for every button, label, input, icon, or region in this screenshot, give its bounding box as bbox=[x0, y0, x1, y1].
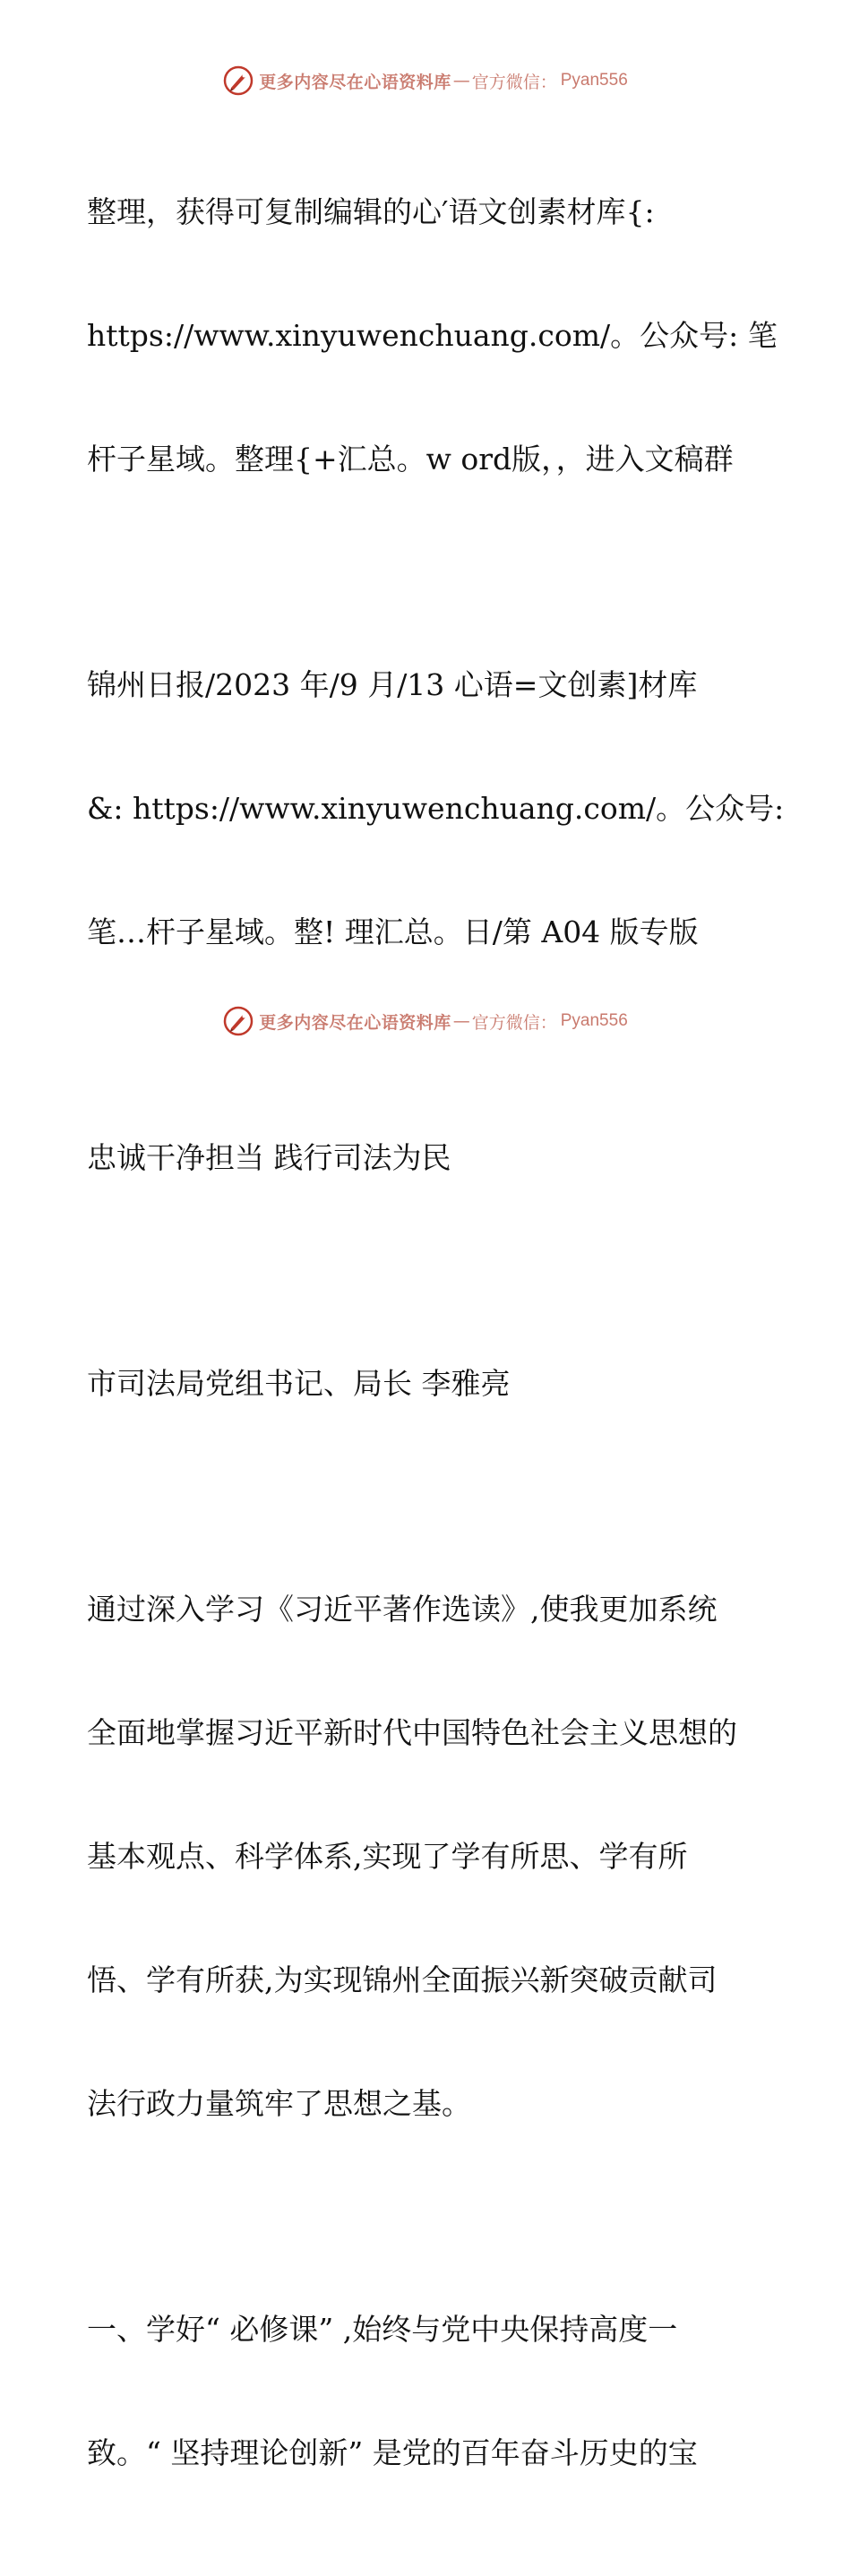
paragraph-section-one bbox=[87, 2227, 768, 2556]
text-line: 忠诚干净担当 践行司法为民 bbox=[87, 1140, 451, 1175]
text-line: 通过深入学习《习近平著作选读》,使我更加系统 bbox=[87, 1592, 718, 1627]
paragraph-source-note-1 bbox=[87, 109, 778, 562]
text-line: 锦州日报/2023 年/9 月/13 心语=文创素]材库 bbox=[87, 667, 698, 702]
pen-logo-icon bbox=[223, 1006, 254, 1036]
text-line: 致。“ 坚持理论创新” 是党的百年奋斗历史的宝 bbox=[87, 2435, 698, 2470]
article-author bbox=[87, 1281, 768, 1487]
banner-wechat-id: Pyan556 bbox=[560, 1011, 628, 1030]
document-body bbox=[87, 109, 785, 2576]
banner-wechat-label: 官方微信： bbox=[471, 72, 557, 92]
text-line: 整理，获得可复制编辑的心′语文创素材库{: bbox=[87, 194, 655, 229]
text-line: https://www.xinyuwenchuang.com/。公众号: 笔 bbox=[87, 318, 778, 353]
banner-wechat-id: Pyan556 bbox=[560, 71, 628, 90]
paragraph-source-note-2 bbox=[87, 582, 785, 1035]
banner-dash: — bbox=[452, 1011, 470, 1031]
footer-watermark-banner bbox=[0, 1003, 851, 1039]
banner-text: 更多内容尽在心语资料库 bbox=[259, 1012, 451, 1033]
pen-logo-icon bbox=[223, 65, 254, 96]
text-line: 基本观点、科学体系,实现了学有所思、学有所 bbox=[87, 1839, 688, 1874]
text-line: &: https://www.xinyuwenchuang.com/。公众号: bbox=[87, 791, 785, 826]
paragraph-intro bbox=[87, 1507, 768, 2207]
banner-text: 更多内容尽在心语资料库 bbox=[259, 72, 451, 92]
article-title bbox=[87, 1055, 768, 1261]
banner-dash: — bbox=[452, 71, 470, 90]
text-line: 法行政力量筑牢了思想之基。 bbox=[87, 2086, 471, 2121]
text-line: 一、学好“ 必修课” ,始终与党中央保持高度一 bbox=[87, 2312, 678, 2347]
banner-wechat-label: 官方微信： bbox=[471, 1012, 557, 1033]
text-line: 笔…杆子星域。整! 理汇总。日/第 A04 版专版 bbox=[87, 914, 699, 949]
text-line: 悟、学有所获,为实现锦州全面振兴新突破贡献司 bbox=[87, 1962, 718, 1997]
text-line: 全面地掌握习近平新时代中国特色社会主义思想的 bbox=[87, 1715, 737, 1750]
text-line: 市司法局党组书记、局长 李雅亮 bbox=[87, 1366, 511, 1401]
header-watermark-banner bbox=[0, 63, 851, 99]
text-line: 杆子星域。整理{+汇总。w ord版，，进入文稿群 bbox=[87, 442, 734, 477]
